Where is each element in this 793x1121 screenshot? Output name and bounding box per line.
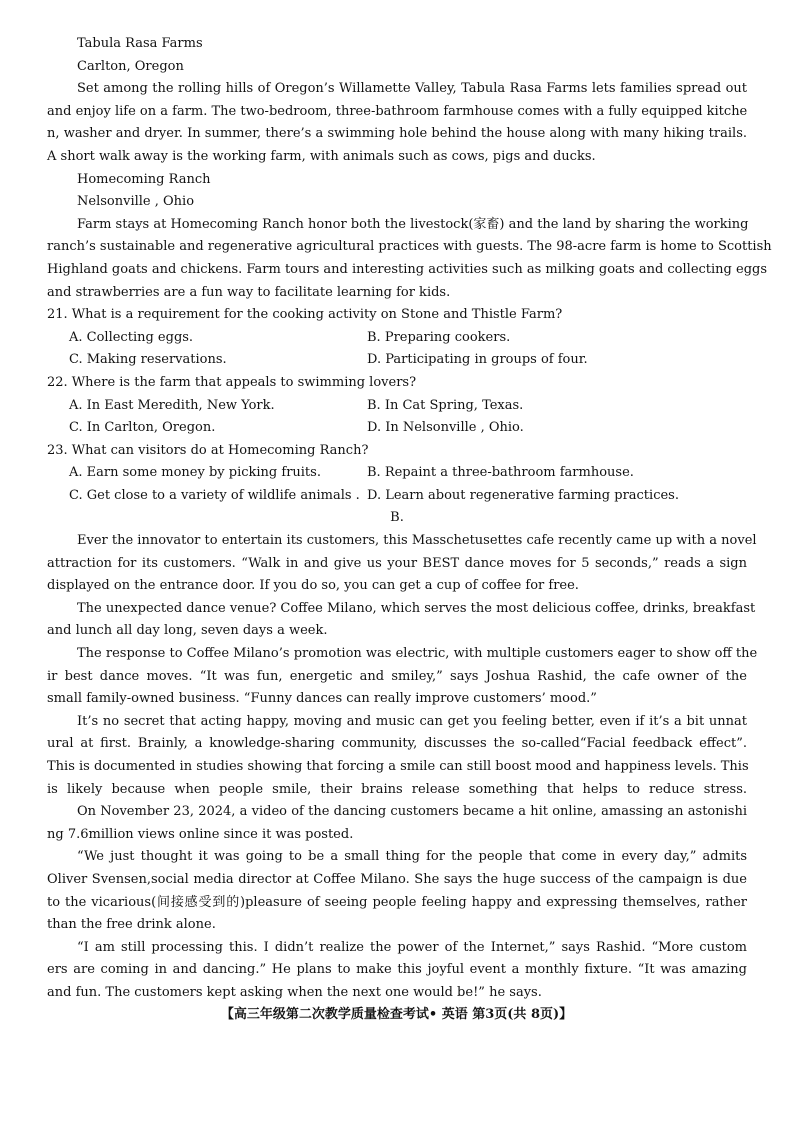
paragraph-line: and lunch all day long, seven days a week. [47, 623, 328, 639]
option-row [47, 327, 747, 350]
option-row [47, 485, 747, 508]
paragraph-line: Oliver Svensen,social media director at Coffee Milano. She says the huge success of the campaign is due [47, 871, 747, 887]
paragraph-line: “I am still processing this. I didn’t realize the power of the Internet,” says Rashid. “More custom [77, 939, 747, 955]
paragraph-line: The unexpected dance venue? Coffee Milano, which serves the most delicious coffee, drinks, breakfast [77, 600, 756, 616]
paragraph-line: small family-owned business. “Funny dances can really improve customers’ mood.” [47, 691, 597, 707]
option-row [47, 349, 747, 372]
paragraph-line: On November 23, 2024, a video of the dancing customers became a hit online, amassing an astonishi [77, 804, 747, 820]
paragraph-line: ural at first. Brainly, a knowledge-sharing community, discusses the so-called“Facial feedback effect”. [47, 736, 747, 752]
paragraph-line: than the free drink alone. [47, 917, 216, 933]
paragraph-line: is likely because when people smile, their brains release something that helps to reduce stress. [47, 781, 747, 797]
paragraph-line: displayed on the entrance door. If you do so, you can get a cup of coffee for free. [47, 578, 579, 594]
paragraph-line: and strawberries are a fun way to facilitate learning for kids. [47, 284, 451, 300]
paragraph-line: ranch’s sustainable and regenerative agricultural practices with guests. The 98-acre farm is home to Scottish [47, 239, 772, 255]
option-c: C. Making reservations. [69, 352, 227, 368]
paragraph-line: and fun. The customers kept asking when the next one would be!” he says. [47, 984, 542, 1000]
question-stem: 22. Where is the farm that appeals to swimming lovers? [47, 374, 417, 390]
option-a: A. Earn some money by picking fruits. [69, 465, 321, 481]
paragraph-line: This is documented in studies showing that forcing a smile can still boost mood and happiness levels. This [47, 759, 749, 774]
option-b: B. Repaint a three-bathroom farmhouse. [367, 465, 634, 481]
paragraph-line: ng 7.6million views online since it was posted. [47, 826, 354, 842]
option-b: B. In Cat Spring, Texas. [367, 397, 524, 413]
paragraph-line: Set among the rolling hills of Oregon’s Willamette Valley, Tabula Rasa Farms lets families spread out [77, 81, 747, 97]
paragraph-line: and enjoy life on a farm. The two-bedroom, three-bathroom farmhouse comes with a fully equipped kitche [47, 103, 748, 119]
paragraph-line: It’s no secret that acting happy, moving and music can get you feeling better, even if it’s a bit unnat [77, 713, 747, 729]
paragraph-line: n, washer and dryer. In summer, there’s a swimming hole behind the house along with many hiking trails. [47, 126, 747, 142]
paragraph-line: ers are coming in and dancing.” He plans to make this joyful event a monthly fixture. “It was amazing [47, 962, 747, 978]
paragraph-line: Farm stays at Homecoming Ranch honor both the livestock(家畜) and the land by sharing the working [77, 216, 749, 232]
farm-name: Homecoming Ranch [77, 171, 211, 187]
paragraph-line: Highland goats and chickens. Farm tours and interesting activities such as milking goats and collecting eggs [47, 261, 768, 277]
option-row [47, 462, 747, 485]
passage-b-body [47, 530, 758, 1004]
option-c: C. Get close to a variety of wildlife animals . [69, 487, 360, 503]
option-a: A. Collecting eggs. [69, 329, 194, 345]
paragraph-line: A short walk away is the working farm, with animals such as cows, pigs and ducks. [47, 148, 596, 164]
option-row [47, 395, 747, 418]
section-heading: B. [390, 510, 404, 526]
paragraph-line: attraction for its customers. “Walk in and give us your BEST dance moves for 5 seconds,” reads a sign [47, 555, 747, 571]
paragraph-line: Ever the innovator to entertain its customers, this Masschetusettes cafe recently came up with a novel [77, 533, 757, 549]
paragraph-line: to the vicarious(间接感受到的)pleasure of seeing people feeling happy and expressing themselves, rather [47, 894, 747, 910]
question-stem: 23. What can visitors do at Homecoming Ranch? [47, 442, 369, 458]
option-d: D. Learn about regenerative farming practices. [367, 487, 679, 503]
option-b: B. Preparing cookers. [367, 329, 511, 345]
option-row [47, 417, 747, 440]
option-d: D. In Nelsonville , Ohio. [367, 420, 524, 436]
question-23 [47, 440, 747, 508]
question-22 [47, 372, 747, 440]
farm-location: Nelsonville , Ohio [77, 194, 195, 210]
option-a: A. In East Meredith, New York. [69, 397, 275, 413]
exam-page [47, 33, 772, 1005]
paragraph-line: ir best dance moves. “It was fun, energetic and smiley,” says Joshua Rashid, the cafe owner of the [47, 668, 747, 684]
question-stem: 21. What is a requirement for the cooking activity on Stone and Thistle Farm? [47, 307, 563, 323]
farm-name: Tabula Rasa Farms [77, 36, 203, 51]
paragraph-line: The response to Coffee Milano’s promotion was electric, with multiple customers eager to show off the [77, 646, 758, 662]
option-d: D. Participating in groups of four. [367, 352, 588, 368]
farm-location: Carlton, Oregon [77, 58, 184, 74]
question-21 [47, 304, 747, 372]
page-footer: 【高三年级第二次教学质量检查考试• 英语 第3页(共 8页)】 [220, 1007, 573, 1022]
option-c: C. In Carlton, Oregon. [69, 420, 216, 436]
paragraph-line: “We just thought it was going to be a small thing for the people that come in every day,” admits [77, 849, 747, 865]
